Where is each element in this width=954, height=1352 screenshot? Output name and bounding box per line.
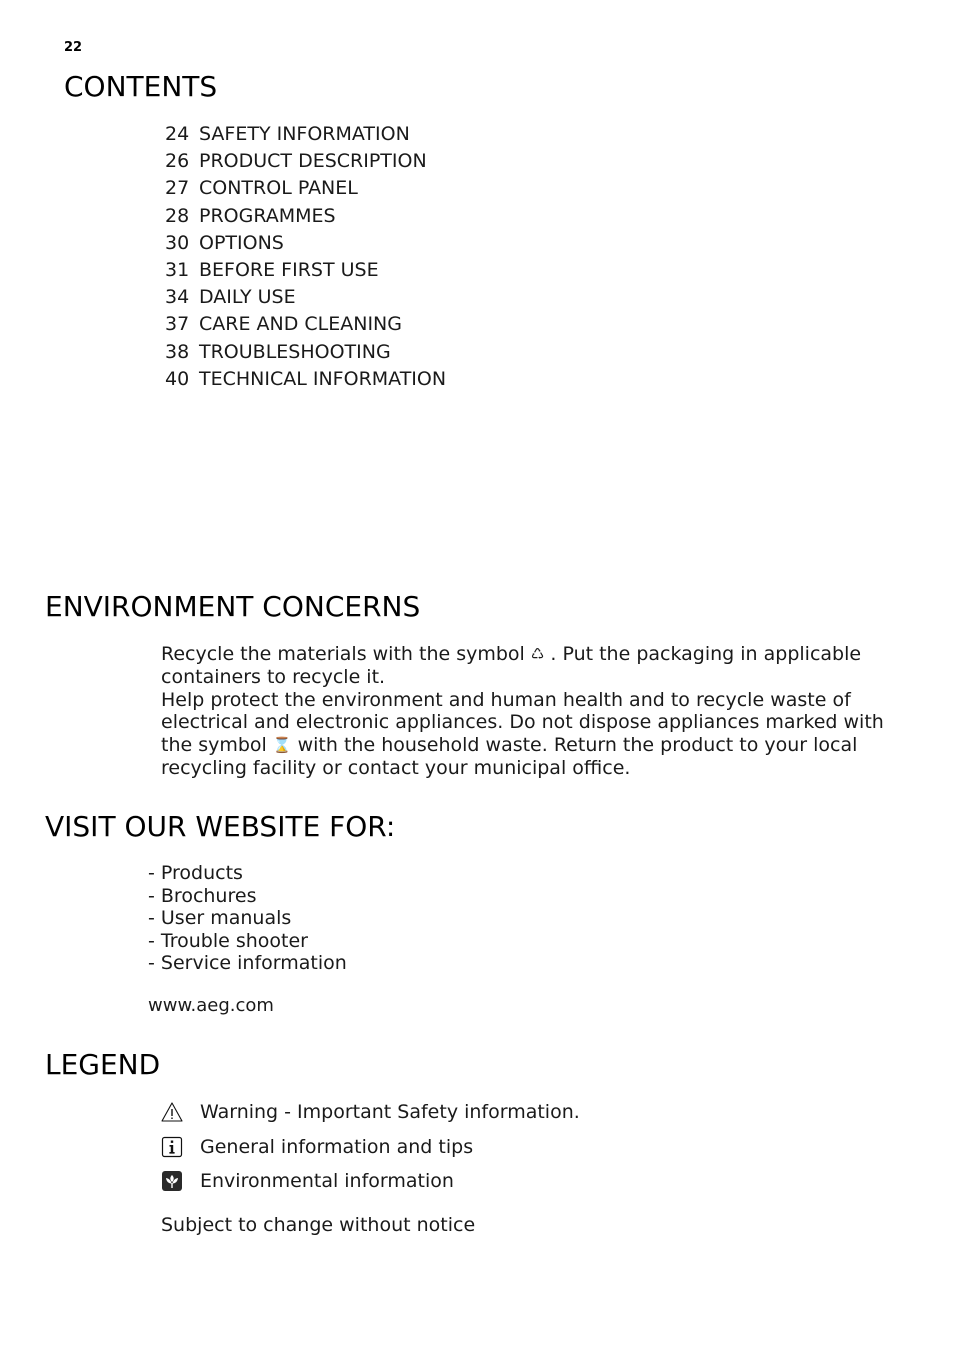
legend-item-environment [161,1170,454,1192]
toc-label: CONTROL PANEL [199,177,358,200]
list-item: - Service information [148,952,347,975]
toc-item[interactable] [165,285,446,312]
legend-title: LEGEND [45,1048,161,1081]
toc-label: SAFETY INFORMATION [199,123,410,145]
text-run: . Put the packaging in applicable containers to recycle it. [161,643,862,688]
list-item: - Trouble shooter [148,929,308,952]
toc-label: BEFORE FIRST USE [199,258,379,281]
warning-icon [161,1101,183,1123]
toc-label: DAILY USE [199,286,296,309]
toc-page: 38 [165,340,190,363]
toc-label: PROGRAMMES [199,204,336,227]
list-item: - Brochures [148,884,257,907]
toc-item[interactable] [165,258,446,285]
weee-bin-icon: ⌛ [272,736,292,755]
text-run: with the household waste. Return the product to your local recycling facility or contact your municipal office. [161,734,858,779]
toc-page: 28 [165,204,190,227]
legend-item-warning [161,1101,580,1123]
environment-icon [161,1170,183,1192]
environment-text [161,643,906,780]
info-icon [161,1136,183,1158]
recycle-icon: ♺ [530,645,545,663]
legend-label: Environmental information [200,1170,454,1192]
toc-item[interactable] [165,176,446,203]
toc-page: 34 [165,286,190,309]
toc-page: 31 [165,258,190,281]
toc-page: 24 [165,123,190,145]
legend-label: General information and tips [200,1136,474,1158]
toc-label: TROUBLESHOOTING [199,340,391,363]
toc-page: 37 [165,313,190,336]
toc-label: OPTIONS [199,231,284,254]
page-number: 22 [64,40,83,55]
list-item: - User manuals [148,907,292,930]
toc-item[interactable] [165,340,446,367]
toc-label: TECHNICAL INFORMATION [199,367,447,390]
environment-paragraph-1 [161,643,906,689]
website-link[interactable]: www.aeg.com [148,995,274,1016]
legend-item-info [161,1136,473,1158]
text-run: Help protect the environment and human health and to recycle waste of electrical and electronic appliances. Do not dispose appliances marked with the symbol [161,688,884,757]
environment-paragraph-2 [161,689,906,780]
list-item: - Products [148,862,243,884]
environment-title: ENVIRONMENT CONCERNS [45,590,421,623]
contents-list [165,122,446,394]
legend-label: Warning - Important Safety information. [200,1101,580,1123]
toc-page: 27 [165,177,190,200]
toc-item[interactable] [165,122,446,149]
contents-title: CONTENTS [64,70,218,103]
toc-item[interactable] [165,367,446,394]
toc-label: CARE AND CLEANING [199,313,402,336]
toc-item[interactable] [165,231,446,258]
toc-item[interactable] [165,149,446,176]
toc-page: 40 [165,367,190,390]
toc-item[interactable] [165,204,446,231]
website-title: VISIT OUR WEBSITE FOR: [45,810,396,843]
toc-page: 26 [165,150,190,173]
toc-label: PRODUCT DESCRIPTION [199,150,427,173]
text-run: Recycle the materials with the symbol [161,643,531,665]
toc-item[interactable] [165,312,446,339]
website-list [148,862,347,975]
toc-page: 30 [165,231,190,254]
change-notice: Subject to change without notice [161,1214,476,1236]
